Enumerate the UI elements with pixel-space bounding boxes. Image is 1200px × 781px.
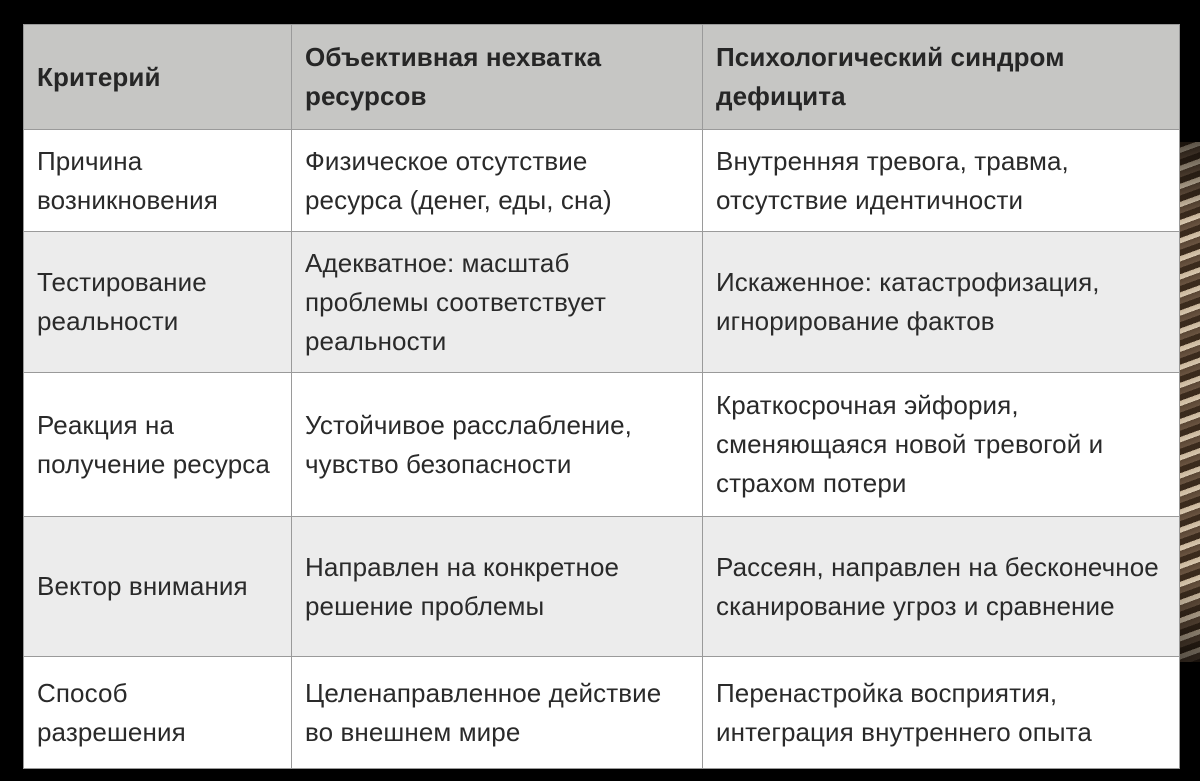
row-criterion-cell: Тестирование реальности [24, 232, 292, 373]
row-criterion-cell: Реакция на получение ресурса [24, 373, 292, 517]
objective-cell: Адекватное: масштаб проблемы соответствует реальности [292, 232, 703, 373]
header-psychological-syndrome: Психологический синдром дефицита [703, 25, 1180, 130]
psychological-cell: Краткосрочная эйфория, сменяющаяся новой тревогой и страхом потери [703, 373, 1180, 517]
row-criterion-cell: Вектор внимания [24, 517, 292, 657]
objective-cell: Устойчивое расслабление, чувство безопасности [292, 373, 703, 517]
psychological-cell: Искаженное: катастрофизация, игнорирование фактов [703, 232, 1180, 373]
psychological-cell: Внутренняя тревога, травма, отсутствие идентичности [703, 130, 1180, 232]
table-row [24, 373, 1180, 517]
psychological-cell: Рассеян, направлен на бесконечное сканирование угроз и сравнение [703, 517, 1180, 657]
objective-cell: Физическое отсутствие ресурса (денег, еды, сна) [292, 130, 703, 232]
comparison-table-container [23, 24, 1179, 764]
row-criterion-cell: Причина возникновения [24, 130, 292, 232]
header-criterion: Критерий [24, 25, 292, 130]
row-criterion-cell: Способ разрешения [24, 657, 292, 769]
table-row [24, 657, 1180, 769]
table-header-row [24, 25, 1180, 130]
objective-cell: Направлен на конкретное решение проблемы [292, 517, 703, 657]
psychological-cell: Перенастройка восприятия, интеграция внутреннего опыта [703, 657, 1180, 769]
background-illustration-edge [1178, 142, 1200, 662]
table-row [24, 517, 1180, 657]
table-row [24, 232, 1180, 373]
comparison-table [23, 24, 1180, 769]
objective-cell: Целенаправленное действие во внешнем мире [292, 657, 703, 769]
table-row [24, 130, 1180, 232]
header-objective-shortage: Объективная нехватка ресурсов [292, 25, 703, 130]
